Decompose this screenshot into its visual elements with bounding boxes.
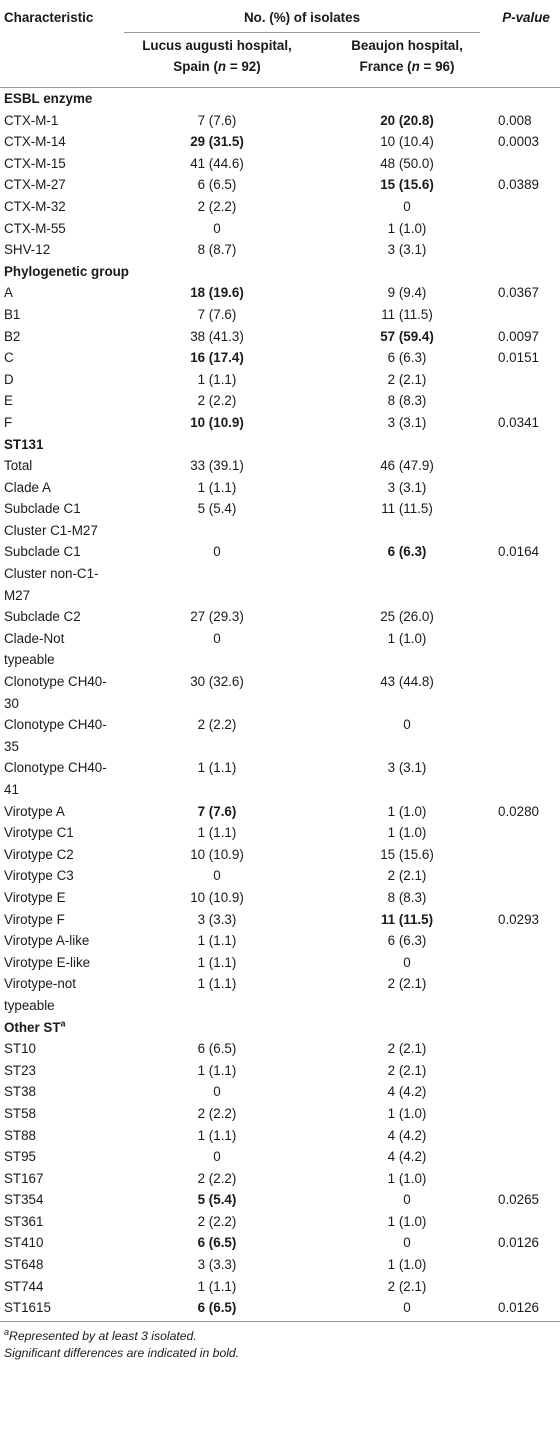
row-label: Virotype E (4, 889, 66, 905)
spain-value-cell: 1 (1.1) (197, 976, 237, 992)
france-header-line1: Beaujon hospital, (351, 38, 463, 53)
france-value-cell: 15 (15.6) (380, 846, 434, 862)
pvalue-cell (492, 477, 560, 499)
table-row (0, 628, 560, 671)
row-label: ST95 (4, 1149, 37, 1165)
spain-value-cell: 2 (2.2) (197, 1213, 237, 1229)
spain-n-value: = 92) (226, 59, 261, 74)
row-label: Clonotype CH40-30 (4, 674, 107, 711)
row-label: B1 (4, 306, 21, 322)
spain-value-cell: 7 (7.6) (197, 112, 237, 128)
pvalue-cell (492, 844, 560, 866)
spain-value-cell: 30 (32.6) (190, 674, 244, 690)
row-label: ST38 (4, 1084, 37, 1100)
pvalue-header-label: P-value (502, 10, 550, 25)
spain-value-cell: 27 (29.3) (190, 609, 244, 625)
spain-value-cell: 1 (1.1) (197, 760, 237, 776)
spain-value-cell: 33 (39.1) (190, 458, 244, 474)
footnote-bold-note: Significant differences are indicated in bold. (4, 1346, 240, 1360)
france-value-cell: 46 (47.9) (380, 458, 434, 474)
france-value-cell: 2 (2.1) (387, 1041, 427, 1057)
spain-value-cell: 0 (213, 220, 221, 236)
table-row (0, 757, 560, 800)
pvalue-cell (492, 239, 560, 261)
table-row (0, 412, 560, 434)
row-label: Virotype C3 (4, 868, 74, 884)
spain-value-cell: 5 (5.4) (197, 1192, 237, 1208)
footnote-a-text: Represented by at least 3 isolated. (9, 1329, 197, 1343)
france-value-cell: 0 (403, 717, 411, 733)
pvalue-cell (492, 1060, 560, 1082)
spain-header-prefix: Spain ( (173, 59, 218, 74)
spain-header-line1: Lucus augusti hospital, (142, 38, 292, 53)
france-value-cell: 48 (50.0) (380, 155, 434, 171)
table-row (0, 801, 560, 823)
spain-value-cell: 0 (213, 544, 221, 560)
pvalue-cell: 0.0265 (498, 1192, 539, 1208)
table-row (0, 887, 560, 909)
spain-value-cell: 1 (1.1) (197, 479, 237, 495)
pvalue-cell (492, 757, 560, 800)
table-row (0, 1103, 560, 1125)
france-value-cell: 2 (2.1) (387, 976, 427, 992)
spain-value-cell: 1 (1.1) (197, 954, 237, 970)
spain-value-cell: 1 (1.1) (197, 933, 237, 949)
table-row (0, 714, 560, 757)
france-header-prefix: France ( (359, 59, 412, 74)
spain-value-cell: 1 (1.1) (197, 371, 237, 387)
table-row (0, 865, 560, 887)
row-label: CTX-M-15 (4, 155, 66, 171)
pvalue-cell (492, 628, 560, 671)
table-row (0, 909, 560, 931)
spain-value-cell: 18 (19.6) (190, 285, 244, 301)
table-row (0, 671, 560, 714)
france-value-cell: 8 (8.3) (387, 393, 427, 409)
pvalue-header (492, 0, 560, 33)
row-label: Virotype C2 (4, 846, 74, 862)
row-label: ST1615 (0, 1297, 112, 1321)
characteristic-header-spacer (0, 33, 112, 88)
france-value-cell: 1 (1.0) (387, 803, 427, 819)
row-label: ST88 (4, 1127, 37, 1143)
table-row (0, 1276, 560, 1298)
spain-value-cell: 2 (2.2) (197, 1170, 237, 1186)
section-title-footnote-mark: a (60, 1018, 66, 1029)
france-value-cell: 3 (3.1) (387, 414, 427, 430)
row-label: CTX-M-55 (4, 220, 66, 236)
france-value-cell: 1 (1.0) (387, 220, 427, 236)
france-value-cell: 1 (1.0) (387, 1170, 427, 1186)
row-label: ST361 (4, 1213, 44, 1229)
france-value-cell: 0 (322, 1297, 492, 1321)
france-value-cell: 1 (1.0) (387, 825, 427, 841)
row-label: Virotype A (4, 803, 65, 819)
row-label: ST648 (4, 1257, 44, 1273)
table-row (0, 1189, 560, 1211)
france-value-cell: 11 (11.5) (381, 501, 433, 517)
spain-value-cell: 8 (8.7) (197, 242, 237, 258)
table-row (0, 844, 560, 866)
table-row (0, 131, 560, 153)
row-label: CTX-M-14 (4, 134, 66, 150)
section-title (0, 261, 560, 283)
section-title-text: ST131 (4, 436, 44, 452)
table-row (0, 239, 560, 261)
france-value-cell: 4 (4.2) (387, 1127, 427, 1143)
pvalue-cell (492, 1146, 560, 1168)
pvalue-cell: 0.0126 (492, 1297, 560, 1321)
row-label: Clade A (4, 479, 51, 495)
row-label: Total (4, 458, 33, 474)
row-label: ST167 (4, 1170, 44, 1186)
table-row (0, 326, 560, 348)
row-label: Subclade C2 (4, 609, 81, 625)
table-row (0, 1254, 560, 1276)
france-value-cell: 25 (26.0) (380, 609, 434, 625)
france-value-cell: 3 (3.1) (387, 242, 427, 258)
pvalue-cell (492, 1103, 560, 1125)
france-value-cell: 6 (6.3) (387, 933, 427, 949)
france-value-cell: 11 (11.5) (380, 911, 434, 927)
row-label: C (4, 350, 14, 366)
spain-value-cell: 1 (1.1) (197, 1062, 237, 1078)
table-row (0, 822, 560, 844)
spain-value-cell: 2 (2.2) (197, 1105, 237, 1121)
pvalue-cell (492, 606, 560, 628)
section-title-text: Other ST (4, 1019, 61, 1035)
pvalue-cell: 0.0280 (498, 803, 539, 819)
pvalue-cell: 0.008 (498, 112, 532, 128)
spain-value-cell: 0 (213, 1149, 221, 1165)
row-label: ST354 (4, 1192, 44, 1208)
isolates-group-title: No. (%) of isolates (124, 10, 480, 33)
isolates-group-header (112, 0, 492, 33)
table-row (0, 952, 560, 974)
spain-value-cell: 10 (10.9) (190, 846, 244, 862)
table-row (0, 477, 560, 499)
section-header-row (0, 1017, 560, 1039)
table-row (0, 196, 560, 218)
characteristic-header: Characteristic (4, 10, 94, 25)
row-label: ST10 (4, 1041, 37, 1057)
row-label: ST58 (4, 1105, 37, 1121)
france-value-cell: 1 (1.0) (387, 630, 427, 646)
section-title (0, 88, 560, 110)
france-n-value: = 96) (419, 59, 455, 74)
table-row (0, 110, 560, 132)
pvalue-cell: 0.0126 (498, 1235, 539, 1251)
spain-value-cell: 16 (17.4) (190, 350, 244, 366)
pvalue-cell (492, 369, 560, 391)
table-row (0, 1081, 560, 1103)
pvalue-cell: 0.0367 (498, 285, 539, 301)
pvalue-cell: 0.0389 (498, 177, 539, 193)
row-label: B2 (4, 328, 21, 344)
france-value-cell: 2 (2.1) (387, 1278, 427, 1294)
table-row (0, 369, 560, 391)
pvalue-cell (492, 1168, 560, 1190)
pvalue-cell (492, 865, 560, 887)
pvalue-cell: 0.0293 (498, 911, 539, 927)
pvalue-cell (492, 1125, 560, 1147)
table-header (0, 0, 560, 88)
section-title-text: ESBL enzyme (4, 91, 93, 106)
pvalue-cell (492, 930, 560, 952)
france-value-cell: 6 (6.3) (387, 350, 427, 366)
france-value-cell: 20 (20.8) (380, 112, 434, 128)
section-title-text: Phylogenetic group (4, 263, 129, 279)
table-row (0, 282, 560, 304)
table-row (0, 174, 560, 196)
table-row (0, 1232, 560, 1254)
spain-value-cell: 7 (7.6) (197, 306, 237, 322)
france-value-cell: 9 (9.4) (387, 285, 427, 301)
pvalue-cell (492, 390, 560, 412)
section-title (0, 434, 560, 456)
row-label: ST744 (4, 1278, 44, 1294)
pvalue-cell (492, 1276, 560, 1298)
spain-value-cell: 0 (213, 1084, 221, 1100)
pvalue-cell (492, 973, 560, 1016)
pvalue-cell (492, 887, 560, 909)
row-label: Virotype C1 (4, 825, 74, 841)
pvalue-cell (492, 455, 560, 477)
spain-value-cell: 2 (2.2) (197, 198, 237, 214)
spain-value-cell: 0 (213, 868, 221, 884)
spain-value-cell: 10 (10.9) (190, 889, 244, 905)
row-label: Clade-Not typeable (4, 630, 65, 668)
spain-n-symbol: n (217, 59, 227, 74)
spain-value-cell: 1 (1.1) (197, 825, 237, 841)
pvalue-cell: 0.0097 (498, 328, 539, 344)
france-n-symbol: n (411, 59, 420, 74)
pvalue-cell: 0.0164 (498, 544, 539, 560)
france-value-cell: 15 (15.6) (380, 177, 434, 193)
pvalue-cell (492, 153, 560, 175)
france-value-cell: 43 (44.8) (380, 674, 434, 690)
france-value-cell: 0 (403, 954, 411, 970)
row-label: Subclade C1 Cluster non-C1-M27 (4, 544, 99, 603)
spain-value-cell: 10 (10.9) (190, 414, 244, 430)
pvalue-cell (492, 1211, 560, 1233)
spain-value-cell: 38 (41.3) (190, 328, 244, 344)
table-row (0, 1146, 560, 1168)
pvalue-cell (492, 1081, 560, 1103)
table-row (0, 541, 560, 606)
spain-value-cell: 3 (3.3) (197, 911, 237, 927)
france-value-cell: 11 (11.5) (381, 306, 433, 322)
spain-value-cell: 41 (44.6) (190, 155, 244, 171)
spain-value-cell: 2 (2.2) (197, 717, 237, 733)
table-row (0, 973, 560, 1016)
row-label: ST410 (4, 1235, 44, 1251)
spain-value-cell: 6 (6.5) (197, 177, 237, 193)
france-value-cell: 6 (6.3) (387, 544, 427, 560)
pvalue-cell: 0.0341 (498, 414, 539, 430)
table-row (0, 153, 560, 175)
footnote-a-mark: a (4, 1326, 10, 1337)
pvalue-cell (492, 714, 560, 757)
france-value-cell: 0 (403, 1235, 411, 1251)
france-value-cell: 2 (2.1) (387, 1062, 427, 1078)
row-label: CTX-M-1 (4, 112, 59, 128)
france-value-cell: 8 (8.3) (387, 889, 427, 905)
table-body (0, 88, 560, 1322)
france-value-cell: 4 (4.2) (387, 1084, 427, 1100)
spain-value-cell: 7 (7.6) (197, 803, 237, 819)
table-row (0, 347, 560, 369)
france-value-cell: 1 (1.0) (387, 1213, 427, 1229)
section-title (0, 1017, 560, 1039)
pvalue-cell (492, 196, 560, 218)
spain-value-cell: 6 (6.5) (197, 1235, 237, 1251)
france-value-cell: 3 (3.1) (387, 760, 427, 776)
france-value-cell: 4 (4.2) (387, 1149, 427, 1165)
row-label: D (4, 371, 14, 387)
table-row (0, 606, 560, 628)
spain-value-cell: 1 (1.1) (197, 1127, 237, 1143)
pvalue-cell: 0.0003 (498, 134, 539, 150)
france-value-cell: 57 (59.4) (380, 328, 434, 344)
row-label: SHV-12 (4, 242, 51, 258)
spain-value-cell: 29 (31.5) (190, 134, 244, 150)
row-label: Virotype A-like (4, 933, 90, 949)
spain-value-cell: 1 (1.1) (197, 1278, 237, 1294)
row-label: Clonotype CH40-35 (4, 717, 107, 754)
pvalue-cell (492, 304, 560, 326)
table-row (0, 304, 560, 326)
france-value-cell: 10 (10.4) (380, 134, 434, 150)
pvalue-cell (492, 1038, 560, 1060)
row-label: Virotype F (4, 911, 65, 927)
france-value-cell: 2 (2.1) (387, 868, 427, 884)
table-row (0, 498, 560, 541)
pvalue-cell (492, 1254, 560, 1276)
table-row (0, 1060, 560, 1082)
spain-value-cell: 3 (3.3) (197, 1257, 237, 1273)
table-footnotes (4, 1328, 239, 1362)
spain-value-cell: 6 (6.5) (197, 1041, 237, 1057)
france-value-cell: 2 (2.1) (387, 371, 427, 387)
table-row (0, 1125, 560, 1147)
row-label: Clonotype CH40-41 (4, 760, 107, 797)
spain-header (112, 33, 322, 88)
pvalue-cell: 0.0151 (498, 350, 539, 366)
table-row (0, 390, 560, 412)
france-value-cell: 3 (3.1) (387, 479, 427, 495)
row-label: A (4, 285, 13, 301)
table-row (0, 1168, 560, 1190)
france-value-cell: 1 (1.0) (387, 1257, 427, 1273)
table-row (0, 1297, 560, 1321)
france-value-cell: 0 (403, 198, 411, 214)
pvalue-header-spacer (492, 33, 560, 88)
section-header-row (0, 88, 560, 110)
pvalue-cell (492, 822, 560, 844)
spain-value-cell: 2 (2.2) (197, 393, 237, 409)
table-row (0, 1038, 560, 1060)
row-label: CTX-M-27 (4, 177, 66, 193)
row-label: Virotype-not typeable (4, 976, 76, 1013)
spain-value-cell: 6 (6.5) (112, 1297, 322, 1321)
france-value-cell: 1 (1.0) (387, 1105, 427, 1121)
table-row (0, 1211, 560, 1233)
france-value-cell: 0 (403, 1192, 411, 1208)
table-row (0, 930, 560, 952)
row-label: E (4, 393, 13, 409)
pvalue-cell (492, 952, 560, 974)
pvalue-cell (492, 498, 560, 541)
table-row (0, 455, 560, 477)
row-label: CTX-M-32 (4, 198, 66, 214)
spain-value-cell: 0 (213, 630, 221, 646)
footnote-a (4, 1328, 239, 1345)
table-row (0, 218, 560, 240)
spain-value-cell: 5 (5.4) (197, 501, 237, 517)
section-header-row (0, 434, 560, 456)
france-header (322, 33, 492, 88)
pvalue-cell (492, 218, 560, 240)
pvalue-cell (492, 671, 560, 714)
row-label: Virotype E-like (4, 954, 91, 970)
row-label: F (4, 414, 13, 430)
row-label: ST23 (4, 1062, 37, 1078)
row-label: Subclade C1 Cluster C1-M27 (4, 501, 98, 538)
section-header-row (0, 261, 560, 283)
